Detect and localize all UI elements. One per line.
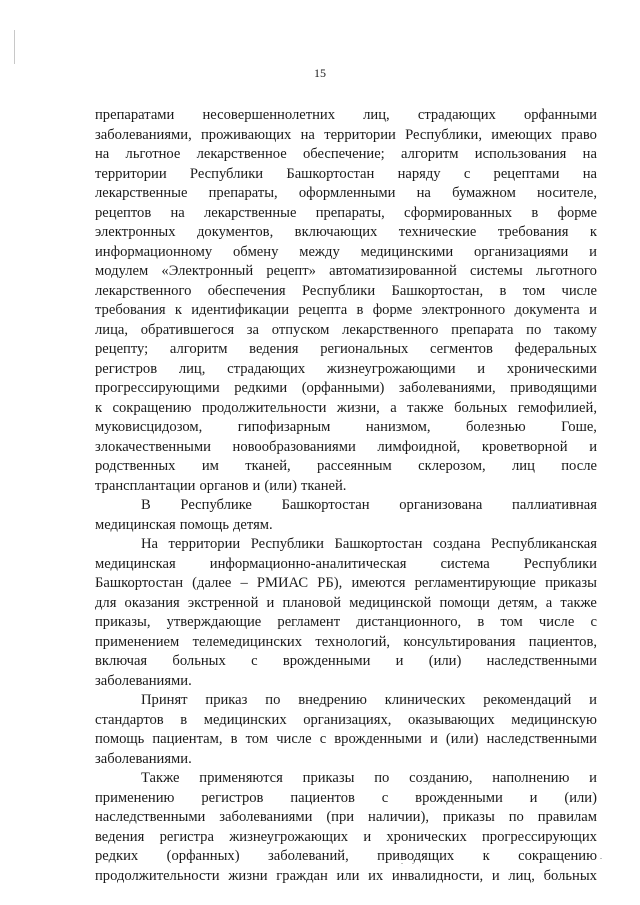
text-line: к сокращению продолжительности жизни, а также больных гемофилией, — [95, 399, 597, 416]
text-line: Принят приказ по внедрению клинических рекомендаций и — [141, 692, 597, 708]
text-line: редких (орфанных) заболеваний, приводящих к сокращению — [95, 848, 597, 864]
text-line: лекарственные препараты, оформленными на бумажном носителе, — [95, 185, 597, 201]
text-line: прогрессирующими редкими (орфанными) заболеваниями, приводящими — [95, 380, 597, 396]
text-line: требования к идентификации рецепта в форме электронного документа и — [95, 302, 597, 318]
scan-margin-mark — [14, 30, 15, 64]
text-line: продолжительности жизни граждан или их инвалидности, и лиц, больных — [95, 867, 597, 884]
text-line: медицинская помощь детям. — [95, 516, 273, 533]
text-line: применению регистров пациентов с врожденными и (или) — [95, 789, 597, 806]
text-line: территории Республики Башкортостан наряду с рецептами на — [95, 165, 597, 182]
text-line: лекарственного обеспечения Республики Башкортостан, в том числе — [95, 282, 597, 299]
text-line: применением телемедицинских технологий, консультирования пациентов, — [95, 633, 597, 650]
text-line: включая больных с врожденными и (или) наследственными — [95, 653, 597, 669]
text-line: Башкортостан (далее – РМИАС РБ), имеются регламентирующие приказы — [95, 575, 597, 591]
document-body — [95, 106, 597, 886]
text-line: помощь пациентам, в том числе с врожденными и (или) наследственными — [95, 731, 597, 747]
text-line: родственных им тканей, рассеянным склерозом, лиц после — [95, 458, 597, 474]
text-line: модулем «Электронный рецепт» автоматизированной системы льготного — [95, 263, 597, 279]
text-line: На территории Республики Башкортостан создана Республиканская — [141, 536, 597, 552]
text-line: злокачественными новообразованиями лимфоидной, кроветворной и — [95, 438, 597, 455]
text-line: муковисцидозом, гипофизарным нанизмом, болезнью Гоше, — [95, 419, 597, 435]
text-line: для оказания экстренной и плановой медицинской помощи детям, а также — [95, 594, 597, 611]
text-line: приказы, утверждающие регламент дистанционного, в том числе с — [95, 614, 597, 630]
text-line: на льготное лекарственное обеспечение; алгоритм использования на — [95, 146, 597, 162]
text-line: наследственными заболеваниями (при наличии), приказы по правилам — [95, 809, 597, 825]
text-line: Также применяются приказы по созданию, наполнению и — [141, 770, 597, 786]
text-line: лица, обратившегося за отпуском лекарственного препарата по такому — [95, 321, 597, 338]
text-line: В Республике Башкортостан организована паллиативная — [141, 497, 597, 513]
text-line: заболеваниями, проживающих на территории Республики, имеющих право — [95, 126, 597, 143]
text-line: электронных документов, включающих технические требования к — [95, 224, 597, 240]
text-line: заболеваниями. — [95, 672, 192, 689]
text-line: стандартов в медицинских организациях, оказывающих медицинскую — [95, 711, 597, 728]
text-line: трансплантации органов и (или) тканей. — [95, 477, 347, 494]
scan-dust — [600, 858, 602, 859]
text-line: рецептов на лекарственные препараты, сформированных в форме — [95, 204, 597, 221]
text-line: регистров лиц, страдающих жизнеугрожающими и хроническими — [95, 360, 597, 377]
text-line: препаратами несовершеннолетних лиц, страдающих орфанными — [95, 107, 597, 123]
text-line: заболеваниями. — [95, 750, 192, 767]
page-number: 15 — [314, 66, 326, 80]
text-line: ведения регистра жизнеугрожающих и хронических прогрессирующих — [95, 828, 597, 845]
text-line: медицинская информационно-аналитическая система Республики — [95, 555, 597, 572]
text-line: информационному обмену между медицинскими организациями и — [95, 243, 597, 260]
text-line: рецепту; алгоритм ведения региональных сегментов федеральных — [95, 341, 597, 357]
